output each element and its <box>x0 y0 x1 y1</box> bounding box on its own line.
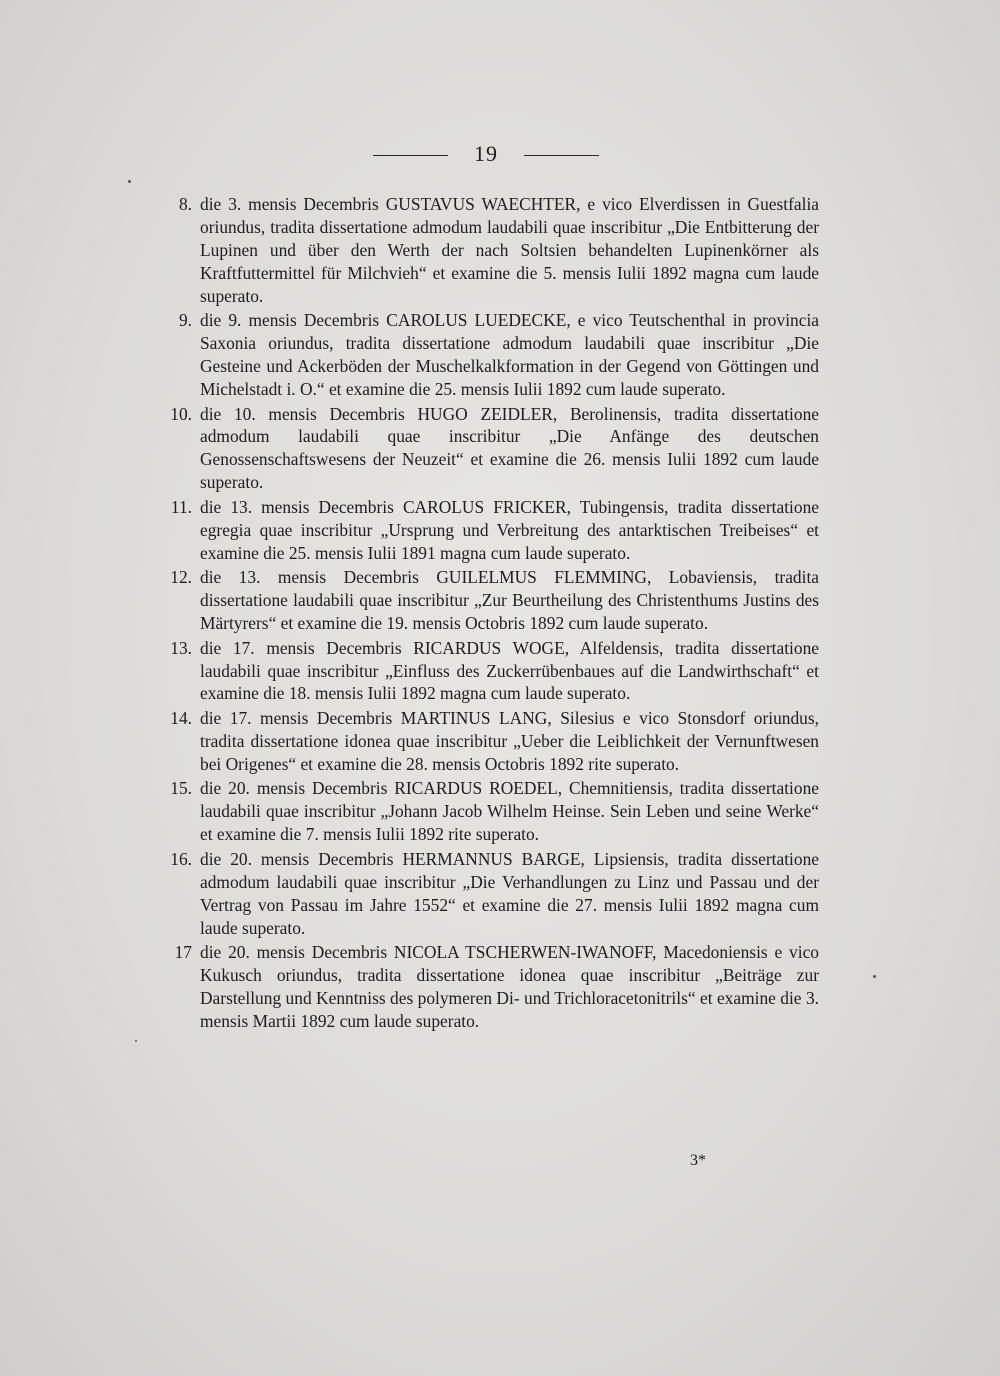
entry-text: die 10. mensis Decembris HUGO ZEIDLER, Berolinensis, tradita dissertatione admodum laudabili quae inscribitur „Die Anfänge des deutschen Genossenschaftswesens der Neuzeit“ et examine die 26. mensis Iulii 1892 cum laude superato. <box>200 403 819 493</box>
header-rule-left <box>373 155 448 156</box>
entry-text: die 13. mensis Decembris GUILELMUS FLEMMING, Lobaviensis, tradita dissertatione laudabili quae inscribitur „Zur Beurtheilung des Christenthums Justins des Märtyrers“ et examine die 19. mensis Octobris 1892 cum laude superato. <box>200 567 819 634</box>
list-item <box>152 707 819 776</box>
list-item <box>152 848 819 940</box>
entry-text: die 20. mensis Decembris RICARDUS ROEDEL, Chemnitiensis, tradita dissertatione laudabili quae inscribitur „Johann Jacob Wilhelm Heinse. Sein Leben und seine Werke“ et examine die 7. mensis Iulii 1892 rite superato. <box>200 778 819 845</box>
entry-text: die 17. mensis Decembris MARTINUS LANG, Silesius e vico Stonsdorf oriundus, tradita dissertatione idonea quae inscribitur „Ueber die Leiblichkeit der Vernunftwesen bei Origenes“ et examine die 28. mensis Octobris 1892 rite superato. <box>200 708 819 774</box>
page-number: 19 <box>474 141 498 166</box>
entry-text: die 9. mensis Decembris CAROLUS LUEDECKE, e vico Teutschenthal in provincia Saxonia oriundus, tradita dissertatione admodum laudabili quae inscribitur „Die Gesteine und Ackerböden der Muschelkalkformation in der Gegend von Göttingen und Michelstadt i. O.“ et examine die 25. mensis Iulii 1892 cum laude superato. <box>200 310 819 399</box>
list-item <box>152 566 819 635</box>
list-item <box>152 941 819 1033</box>
paper-speck <box>873 975 876 978</box>
entry-text: die 17. mensis Decembris RICARDUS WOGE, Alfeldensis, tradita dissertatione laudabili quae inscribitur „Einfluss des Zuckerrübenbaues auf die Landwirthschaft“ et examine die 18. mensis Iulii 1892 magna cum laude superato. <box>200 637 819 704</box>
entry-list <box>152 193 819 1035</box>
entry-number: 9. <box>178 310 192 331</box>
entry-number: 14. <box>170 708 192 729</box>
list-item <box>152 496 819 565</box>
entry-number: 12. <box>170 567 192 588</box>
entry-text: die 20. mensis Decembris NICOLA TSCHERWEN-IWANOFF, Macedoniensis e vico Kukusch oriundus, tradita dissertatione idonea quae inscribitur „Beiträge zur Darstellung und Kenntniss des polymeren Di- und Trichloracetonitrils“ et examine die 3. mensis Martii 1892 cum laude superato. <box>200 942 819 1031</box>
entry-text: die 20. mensis Decembris HERMANNUS BARGE, Lipsiensis, tradita dissertatione admodum laudabili quae inscribitur „Die Verhandlungen zu Linz und Passau und der Vertrag von Passau im Jahre 1552“ et examine die 27. mensis Iulii 1892 magna cum laude superato. <box>200 848 819 938</box>
entry-number: 15. <box>170 778 192 799</box>
list-item <box>152 193 819 308</box>
list-item <box>152 637 819 706</box>
paper-speck <box>128 180 131 183</box>
entry-text: die 3. mensis Decembris GUSTAVUS WAECHTER, e vico Elverdissen in Guestfalia oriundus, tradita dissertatione admodum laudabili quae inscribitur „Die Entbitterung der Lupinen und über den Werth der nach Soltsien behandelten Lupinenkörner als Kraftfuttermittel für Milchvieh“ et examine die 5. mensis Iulii 1892 magna cum laude superato. <box>200 194 819 306</box>
signature-mark: 3* <box>690 1152 706 1169</box>
entry-number: 17 <box>174 942 192 963</box>
entry-number: 13. <box>170 637 192 658</box>
entry-number: 8. <box>178 194 192 214</box>
entry-number: 16. <box>170 848 192 869</box>
page-header <box>0 141 1000 171</box>
list-item <box>152 309 819 401</box>
entry-number: 10. <box>170 403 192 424</box>
list-item <box>152 403 819 495</box>
list-item <box>152 777 819 846</box>
paper-speck <box>135 1040 137 1042</box>
entry-text: die 13. mensis Decembris CAROLUS FRICKER, Tubingensis, tradita dissertatione egregia quae inscribitur „Ursprung und Verbreitung des antarktischen Treibeises“ et examine die 25. mensis Iulii 1891 magna cum laude superato. <box>200 496 819 563</box>
header-rule-right <box>524 155 599 156</box>
entry-number: 11. <box>170 496 192 517</box>
